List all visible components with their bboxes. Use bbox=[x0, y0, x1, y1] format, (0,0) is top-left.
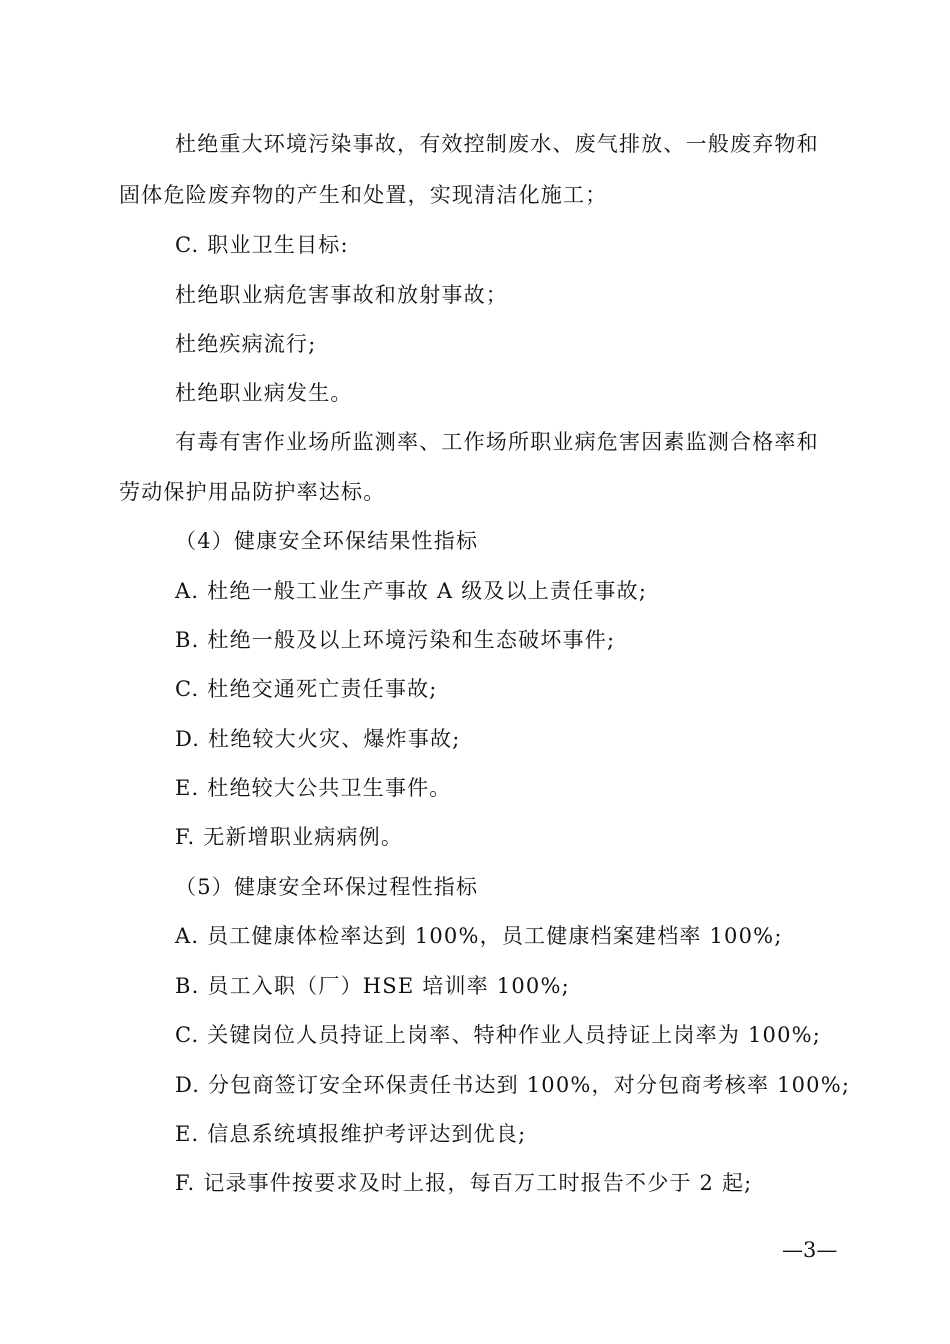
paragraph-line: 有毒有害作业场所监测率、工作场所职业病危害因素监测合格率和 bbox=[175, 430, 819, 454]
list-item: D. 杜绝较大火灾、爆炸事故; bbox=[175, 727, 461, 751]
section-heading: （5）健康安全环保过程性指标 bbox=[175, 875, 479, 899]
list-item: A. 杜绝一般工业生产事故 A 级及以上责任事故; bbox=[175, 579, 648, 603]
list-item: F. 记录事件按要求及时上报，每百万工时报告不少于 2 起; bbox=[175, 1171, 753, 1195]
list-item: C. 关键岗位人员持证上岗率、特种作业人员持证上岗率为 100%; bbox=[175, 1023, 822, 1047]
list-item: C. 杜绝交通死亡责任事故; bbox=[175, 677, 438, 701]
paragraph-line: 杜绝职业病发生。 bbox=[175, 381, 353, 405]
list-item: B. 杜绝一般及以上环境污染和生态破坏事件; bbox=[175, 628, 616, 652]
list-item: E. 杜绝较大公共卫生事件。 bbox=[175, 776, 452, 800]
list-item: F. 无新增职业病病例。 bbox=[175, 825, 404, 849]
paragraph-line: 劳动保护用品防护率达标。 bbox=[119, 480, 386, 504]
section-heading: C. 职业卫生目标: bbox=[175, 233, 349, 257]
paragraph-line: 杜绝疾病流行; bbox=[175, 332, 317, 356]
paragraph-line: 固体危险废弃物的产生和处置，实现清洁化施工； bbox=[119, 183, 608, 207]
list-item: B. 员工入职（厂）HSE 培训率 100%; bbox=[175, 974, 570, 998]
list-item: D. 分包商签订安全环保责任书达到 100%，对分包商考核率 100%; bbox=[175, 1073, 851, 1097]
list-item: A. 员工健康体检率达到 100%，员工健康档案建档率 100%; bbox=[175, 924, 783, 948]
section-heading: （4）健康安全环保结果性指标 bbox=[175, 529, 479, 553]
page-number: —3— bbox=[782, 1238, 838, 1262]
paragraph-line: 杜绝职业病危害事故和放射事故； bbox=[175, 283, 508, 307]
paragraph-line: 杜绝重大环境污染事故，有效控制废水、废气排放、一般废弃物和 bbox=[175, 132, 819, 156]
list-item: E. 信息系统填报维护考评达到优良; bbox=[175, 1122, 527, 1146]
